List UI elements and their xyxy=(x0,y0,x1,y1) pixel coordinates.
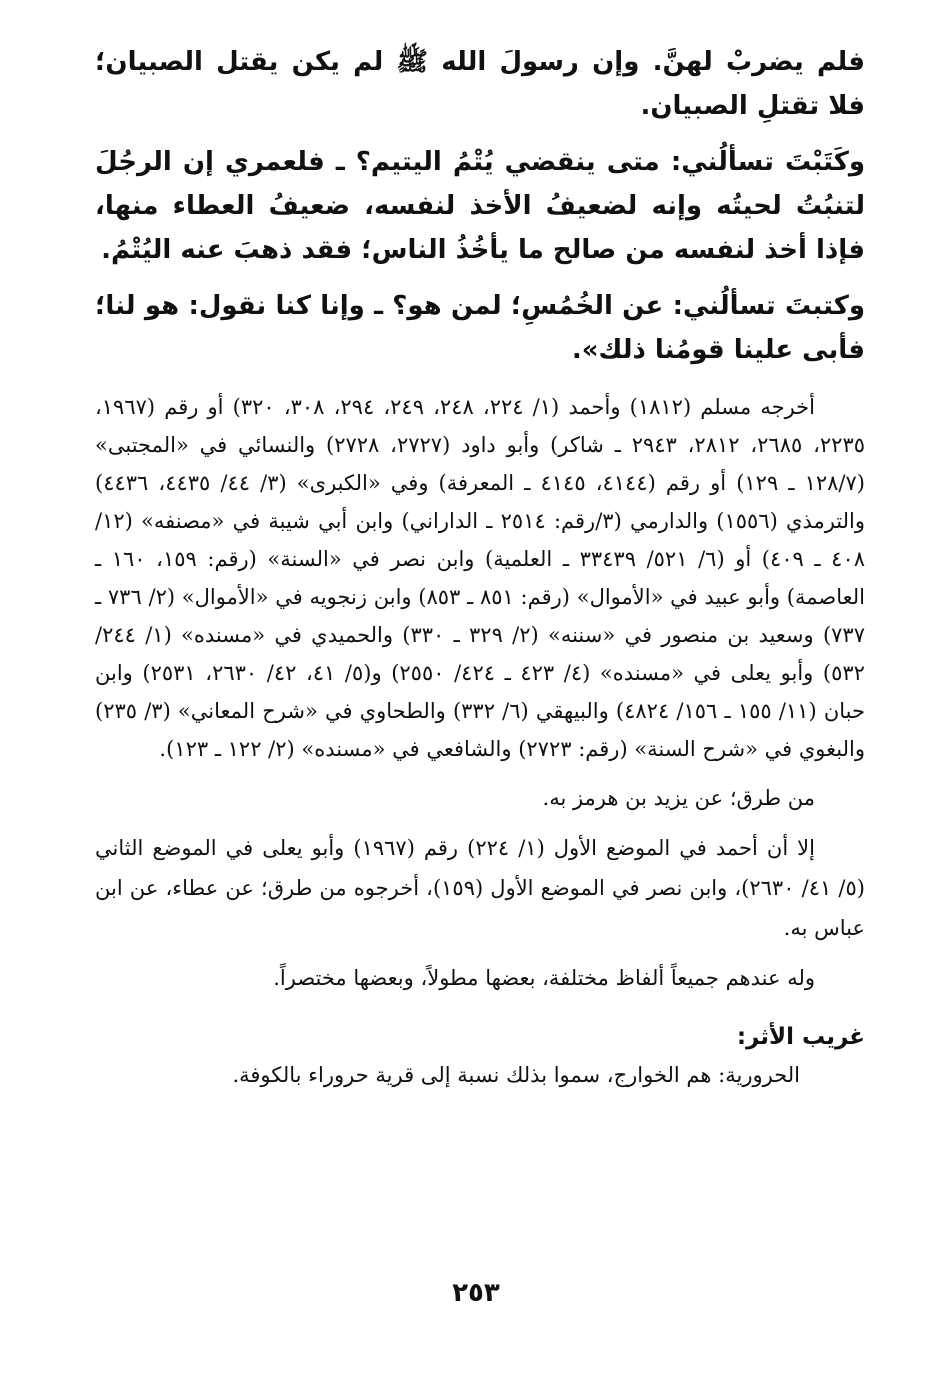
route-paragraph-2: إلا أن أحمد في الموضع الأول (١/ ٢٢٤) رقم (١٩٦٧) وأبو يعلى في الموضع الثاني (٥/ ٤١/ ٢٦٣٠)، وابن نصر في الموضع الأول (١٥٩)، أخرجوه من طرق؛ عن عطاء، عن ابن عباس به. xyxy=(95,836,865,940)
main-text-paragraph-3: وكتبتَ تسألُني: عن الخُمُسِ؛ لمن هو؟ ـ وإنا كنا نقول: هو لنا؛ فأبى علينا قومُنا ذلك». xyxy=(95,291,865,365)
gharib-heading: غريب الأثر: xyxy=(736,1024,865,1050)
main-text-paragraph-1: فلم يضربْ لهنَّ. وإن رسولَ الله ﷺ لم يكن يقتل الصبيان؛ فلا تقتلِ الصبيان. xyxy=(95,47,865,121)
page-number: ٢٥٣ xyxy=(452,1278,500,1308)
takhrij-footnote: أخرجه مسلم (١٨١٢) وأحمد (١/ ٢٢٤، ٢٤٨، ٢٤٩، ٢٩٤، ٣٠٨، ٣٢٠) أو رقم (١٩٦٧، ٢٢٣٥، ٢٦٨٥، ٢٨١٢، ٢٩٤٣ ـ شاكر) وأبو داود (٢٧٢٧، ٢٧٢٨) والنسائي في «المجتبى» (١٢٨/٧ ـ ١٢٩) أو رقم (٤١٤٤، ٤١٤٥ ـ المعرفة) وفي «الكبرى» (٣/ ٤٤/ ٤٤٣٥، ٤٤٣٦) والترمذي (١٥٥٦) والدارمي (٣/رقم: ٢٥١٤ ـ الداراني) وابن أبي شيبة في «مصنفه» (١٢/ ٤٠٨ ـ ٤٠٩) أو (٦/ ٥٢١/ ٣٣٤٣٩ ـ العلمية) وابن نصر في «السنة» (رقم: ١٥٩، ١٦٠ ـ العاصمة) وأبو عبيد في «الأموال» (رقم: ٨٥١ ـ ٨٥٣) وابن زنجويه في «الأموال» (٢/ ٧٣٦ ـ ٧٣٧) وسعيد بن منصور في «سننه» (٢/ ٣٢٩ ـ ٣٣٠) والحميدي في «مسنده» (١/ ٢٤٤/ ٥٣٢) وأبو يعلى في «مسنده» (٤/ ٤٢٣ ـ ٤٢٤/ ٢٥٥٠) و(٥/ ٤١، ٤٢/ ٢٦٣٠، ٢٥٣١) وابن حبان (١١/ ١٥٥ ـ ١٥٦/ ٤٨٢٤) والبيهقي (٦/ ٣٣٢) والطحاوي في «شرح المعاني» (٣/ ٢٣٥) والبغوي في «شرح السنة» (رقم: ٢٧٢٣) والشافعي في «مسنده» (٢/ ١٢٢ ـ ١٢٣). xyxy=(95,395,866,761)
page-content xyxy=(95,40,865,1094)
main-text-paragraph-2: وكَتَبْتَ تسألُني: متى ينقضي يُتْمُ اليتيم؟ ـ فلعمري إن الرجُلَ لتنبُتُ لحيتُه وإنه لضعيفُ الأخذ لنفسه، ضعيفُ العطاء منها، فإذا أخذ لنفسه من صالح ما يأخُذُ الناس؛ فقد ذهبَ عنه اليُتْمُ. xyxy=(95,147,865,265)
wording-note-paragraph: وله عندهم جميعاً ألفاظ مختلفة، بعضها مطولاً، وبعضها مختصراً. xyxy=(273,966,815,990)
route-paragraph-1: من طرق؛ عن يزيد بن هرمز به. xyxy=(542,786,815,810)
gharib-definition: الحرورية: هم الخوارج، سموا بذلك نسبة إلى قرية حروراء بالكوفة. xyxy=(232,1063,800,1087)
